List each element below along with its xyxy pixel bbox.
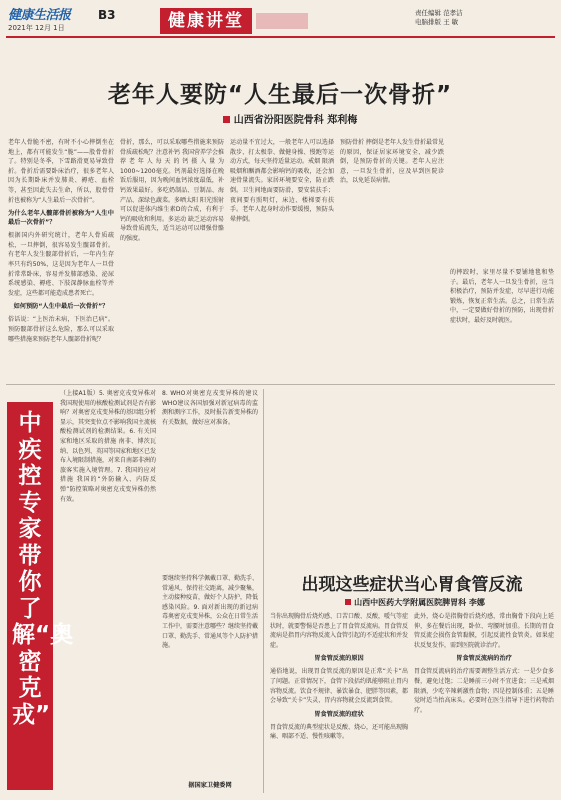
section-banner: 健康讲堂 — [160, 8, 252, 34]
issue-date: 2021年 12月 1日 — [8, 24, 65, 32]
article2-title: 出现这些症状当心胃食管反流 — [301, 575, 523, 595]
header-rule — [6, 36, 555, 38]
article-title: 老年人要防“人生最后一次骨折” — [107, 82, 453, 108]
editor-line: 责任编辑 范孝洁 — [415, 9, 463, 17]
article-paragraph: 胃食管反流病的治疗需要调整生活方式：一是少食多餐，避免过饱；二是睡前三小时不宜进食；三是戒烟限酒，少吃辛辣刺激性食物；四是控制体重；五是睡觉时适当抬高床头。必要时在医生指导下进行药物治疗。 — [414, 668, 554, 714]
article-paragraph: 根据国内外研究统计，老年人骨质疏松，一旦摔倒，很容易发生髋部骨折。有老年人发生髋部骨折后，一年内生存率只有约50%，这是因为老年人一旦骨折常常卧床，容易并发肺部感染、泌尿系统感染、褥疮、下肢深静脉血栓等并发症，这些都可能造成患者死亡。 — [8, 232, 114, 297]
article-byline — [140, 111, 440, 126]
square-icon — [223, 116, 230, 123]
section-divider — [6, 384, 555, 385]
article-paragraph: 俗话说：“上医治未病，下医治已病”。预防髋部骨折这么危险，那么可以采取哪些措施来预防老年人髋部骨折呢？ — [8, 316, 114, 343]
article2-column2 — [414, 612, 554, 794]
byline-text: 山西中医药大学附属医院脾胃科 李娜 — [354, 598, 485, 607]
article2-column1 — [270, 612, 408, 794]
article-paragraph: 胃食管反流的典型症状是反酸、烧心，还可能出现胸痛、咽部不适、慢性咳嗽等。 — [270, 723, 408, 741]
article1-column5: 的摔跤时，家里尽量不要铺地毯和垫子。最后，老年人一旦发生骨折，应当积极治疗，预防并发症，尽早进行功能锻炼，恢复正常生活。总之，日常生活中，一定要做好骨折的预防，出现骨折症状时，最好及时就医。 — [450, 269, 554, 324]
article2-byline — [280, 597, 550, 608]
layout-line: 电脑排版 王 敏 — [415, 18, 459, 26]
sidebar-title: 中疾控专家带你了解“奥密克戎” — [12, 410, 74, 728]
article-subhead: 胃食管反流的症状 — [314, 710, 364, 718]
editor-credits — [415, 9, 463, 27]
article1-column1 — [8, 138, 114, 366]
sidebar-column1: （上接A1版）5. 奥密克戎变异株对我国现使用的核酸检测试剂是否有影响？对奥密克戎变异株的基因组分析显示，其突变位点不影响我国主流核酸检测试剂的检测结果。6. 有关国家和地区采取的措施 南非、博茨瓦纳、以色列、英国等国家和地区已发布入境限制措施，对来自南部非洲的旅客实施入境管理。7. 我国的应对措施 我国的“外防输入、内防反弹”防控策略对奥密克戎变异株仍然有效。 — [60, 390, 156, 503]
article1-column4: 预防骨折 摔倒是老年人发生骨折最常见的原因，保证居家环境安全、减少跌倒，是预防骨折的关键。老年人应注意，一旦发生骨折，应及早到医院诊治，以免延误病情。 — [340, 139, 444, 185]
article-paragraph: 当你出现胸骨后烧灼感、口苦口酸、反酸，嗳气等症状时，就要警惕是否患上了胃食管反流病。胃食管反流病是指胃内容物反流入食管引起的不适症状和并发症。 — [270, 613, 408, 649]
banner-decoration — [256, 13, 308, 29]
article1-column3: 运动量不宜过大，一般老年人可以选择散步、打太极拳、做健身操、慢跑等运动方式，每天坚持适量运动。戒烟 限酒 吸烟和酗酒都会影响钙的吸收，还会加速骨量流失。家居环境要安全，防止跌倒。卫生间地面要防滑，要安装扶手；夜间要有照明灯，床边、楼梯要有扶手。老年人起身时动作要缓慢，预防头晕摔倒。 — [230, 139, 334, 223]
sidebar-column2: 8. WHO对奥密克戎变异株的建议 WHO建议各国加强对新冠病毒的监测和测序工作，及时报告新变异株的有关数据，做好应对准备。 — [162, 390, 258, 426]
article-subhead: 胃食管反流病的治疗 — [456, 655, 512, 663]
article-paragraph: 老年人骨脆不密，有时不小心摔倒坐在地上，都有可能发生“脆”——股骨骨折了。特别是冬季，下雪路滑更易导致骨折。骨折后需要卧床治疗，很多老年人因为长期卧床并发肺炎、褥疮、血栓等，甚至因此失去生命，所以，股骨骨折也被称为“人生最后一次骨折”。 — [8, 139, 114, 204]
article1-column2: 骨折，那么，可以采取哪些措施来预防骨质疏松呢？注意补钙 我国营养学会推荐老年人每天的钙摄入量为1000~1200毫克。钙剂最好选择在晚饭后服用，因为晚间血钙浓度最低，补钙效果最好。多吃奶制品、豆制品、海产品、深绿色蔬菜。多晒太阳 阳光照射可以促进体内维生素D的合成，有利于钙的吸收和利用。多运动 缺乏运动容易导致骨质流失，适当运动可以增强骨骼的强度。 — [120, 139, 224, 242]
article-subhead: 为什么老年人髋部骨折被称为“人生中最后一次骨折”？ — [8, 210, 114, 227]
page-number: B3 — [98, 8, 116, 22]
square-icon — [345, 599, 351, 605]
sidebar-source: 据国家卫健委网 — [188, 782, 232, 789]
sidebar-column3: 要继续坚持科学佩戴口罩、勤洗手、常通风、保持社交距离，减少聚集，主动接种疫苗，做好个人防护，降低感染风险。9. 面对新出现的新冠病毒奥密克戎变异株，公众在日常生活工作中，需要注意哪些？继续坚持戴口罩、勤洗手、常通风等个人防护措施。 — [162, 575, 258, 650]
column-divider — [263, 389, 264, 793]
article-paragraph: 通俗地说，出现胃食管反流的原因是正常“关卡”出了问题。正常情况下，食管下段括约肌能够阻止胃内容物反流。饮食不规律、暴饮暴食、肥胖等因素，都会导致“关卡”失灵，胃内容物就会反流到食管。 — [270, 668, 408, 705]
article-subhead: 胃食管反流的原因 — [314, 655, 364, 663]
newspaper-logo: 健康生活报 — [8, 8, 71, 23]
article-paragraph: 此外，烧心是指胸骨后烧灼感，常由胸骨下段向上延伸，多在餐后出现，卧位、弯腰时加重。长期的胃食管反流会损伤食管黏膜，引起反流性食管炎。如果症状反复发作，需到医院就诊治疗。 — [414, 613, 554, 649]
article-subhead: 如何预防“人生中最后一次骨折”？ — [13, 303, 109, 311]
byline-text: 山西省汾阳医院骨科 郑利梅 — [233, 115, 358, 126]
